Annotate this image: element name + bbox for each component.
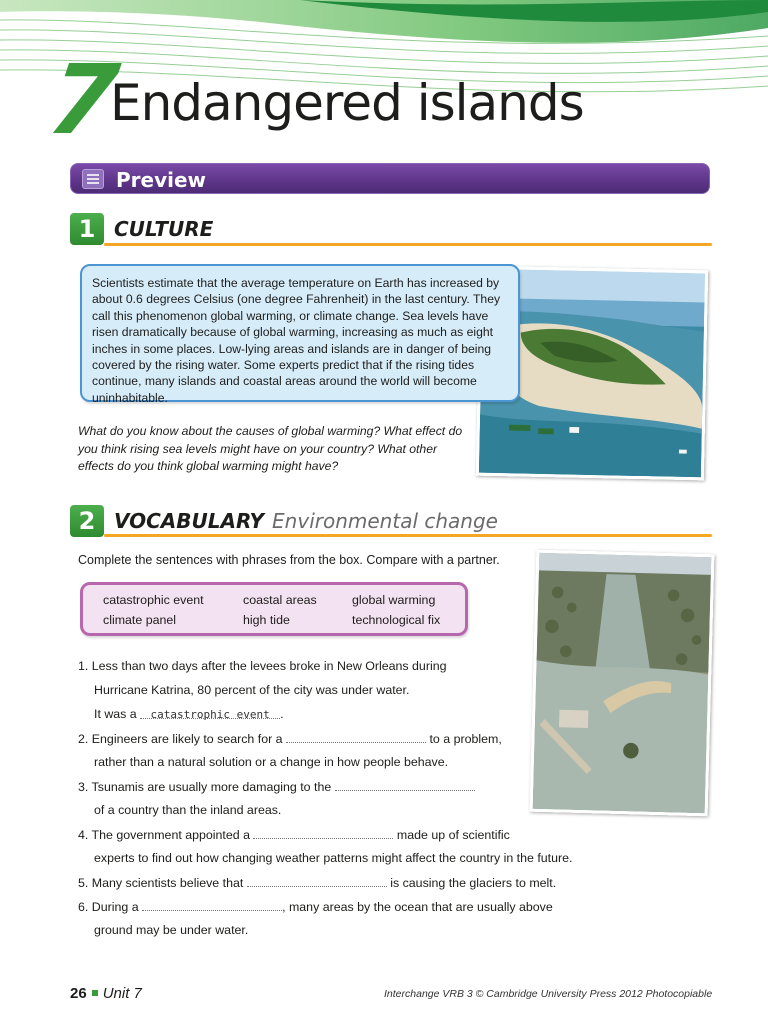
page-number: 26 — [70, 985, 87, 1002]
item-text: , many areas by the ocean that are usually above — [282, 900, 553, 914]
section-2-number: 2 — [70, 505, 104, 537]
preview-label: Preview — [116, 168, 207, 192]
section-2-heading: VOCABULARY — [114, 509, 265, 533]
item-6-line-2: ground may be under water. — [94, 923, 249, 937]
item-1-line-3 — [94, 707, 284, 721]
culture-text: Scientists estimate that the average temperature on Earth has increased by about 0.6 degrees Celsius (one degree Fahrenheit) in the last century. They call this phenomenon global warming, or climate change. Sea levels have risen dramatically because of global warming, increasing as much as eight inches in some places. Low-lying areas and islands are in danger of being covered by the rising water. Some experts predict that if the rising tides continue, many islands and coastal areas around the world will become uninhabitable. — [92, 276, 501, 405]
section-1-title: CULTURE — [114, 217, 214, 241]
answer-blank-4[interactable] — [253, 827, 393, 839]
item-text: 3. Tsunamis are usually more damaging to the — [78, 780, 332, 794]
section-2-rule — [104, 534, 712, 537]
answer-blank-5[interactable] — [247, 875, 387, 887]
word-item: coastal areas — [243, 593, 317, 607]
bullet-square-icon — [92, 990, 98, 996]
item-text: 2. Engineers are likely to search for a — [78, 732, 283, 746]
answer-blank-3[interactable] — [335, 779, 475, 791]
exercise-instructions: Complete the sentences with phrases from the box. Compare with a partner. — [78, 553, 500, 567]
item-1-line-2: Hurricane Katrina, 80 percent of the city was under water. — [94, 683, 410, 697]
item-text: 6. During a — [78, 900, 139, 914]
answer-blank-6[interactable] — [142, 899, 282, 911]
culture-text-box — [80, 264, 520, 405]
item-3-line-1 — [78, 779, 475, 794]
answer-blank-2[interactable] — [286, 731, 426, 743]
section-2-title — [114, 509, 498, 533]
item-4-line-1 — [78, 827, 510, 842]
word-item: technological fix — [352, 613, 441, 627]
list-icon — [82, 169, 104, 189]
section-2-subtitle: Environmental change — [272, 509, 498, 533]
item-2-line-2: rather than a natural solution or a change in how people behave. — [94, 755, 449, 769]
word-item: catastrophic event — [103, 593, 204, 607]
discussion-question — [78, 423, 478, 476]
word-box — [80, 582, 468, 636]
page-title: Endangered islands — [110, 74, 584, 132]
item-text: made up of scientific — [396, 828, 510, 842]
sample-answer: catastrophic event — [150, 708, 270, 721]
copyright-credit: Interchange VRB 3 © Cambridge University Press 2012 Photocopiable — [384, 988, 713, 1000]
section-1-rule — [104, 243, 712, 246]
item-2-line-1 — [78, 731, 502, 746]
question-line: What do you know about the causes of global warming? What effect do — [78, 424, 463, 438]
item-3-line-2: of a country than the inland areas. — [94, 803, 282, 817]
word-item: global warming — [352, 593, 436, 607]
item-1-line-1: 1. Less than two days after the levees broke in New Orleans during — [78, 659, 447, 673]
preview-banner — [70, 163, 710, 194]
footer-unit: Unit 7 — [102, 985, 142, 1002]
section-1-number: 1 — [70, 213, 104, 245]
unit-number: 7 — [42, 44, 125, 156]
question-line: effects do you think global warming might have? — [78, 459, 339, 473]
item-4-line-2: experts to find out how changing weather patterns might affect the country in the future. — [94, 851, 573, 865]
word-item: climate panel — [103, 613, 177, 627]
answer-blank-1[interactable] — [140, 707, 280, 719]
item-6-line-1 — [78, 899, 553, 914]
item-text: is causing the glaciers to melt. — [390, 876, 557, 890]
item-text: to a problem, — [429, 732, 502, 746]
item-text: It was a — [94, 707, 137, 721]
item-text: 4. The government appointed a — [78, 828, 250, 842]
flooded-city-photo — [530, 550, 715, 817]
item-text: 5. Many scientists believe that — [78, 876, 244, 890]
item-text: . — [280, 707, 284, 721]
page-footer — [70, 985, 142, 1002]
item-5-line-1 — [78, 875, 556, 890]
word-item: high tide — [243, 613, 290, 627]
question-line: you think rising sea levels might have on your country? What other — [78, 441, 438, 456]
